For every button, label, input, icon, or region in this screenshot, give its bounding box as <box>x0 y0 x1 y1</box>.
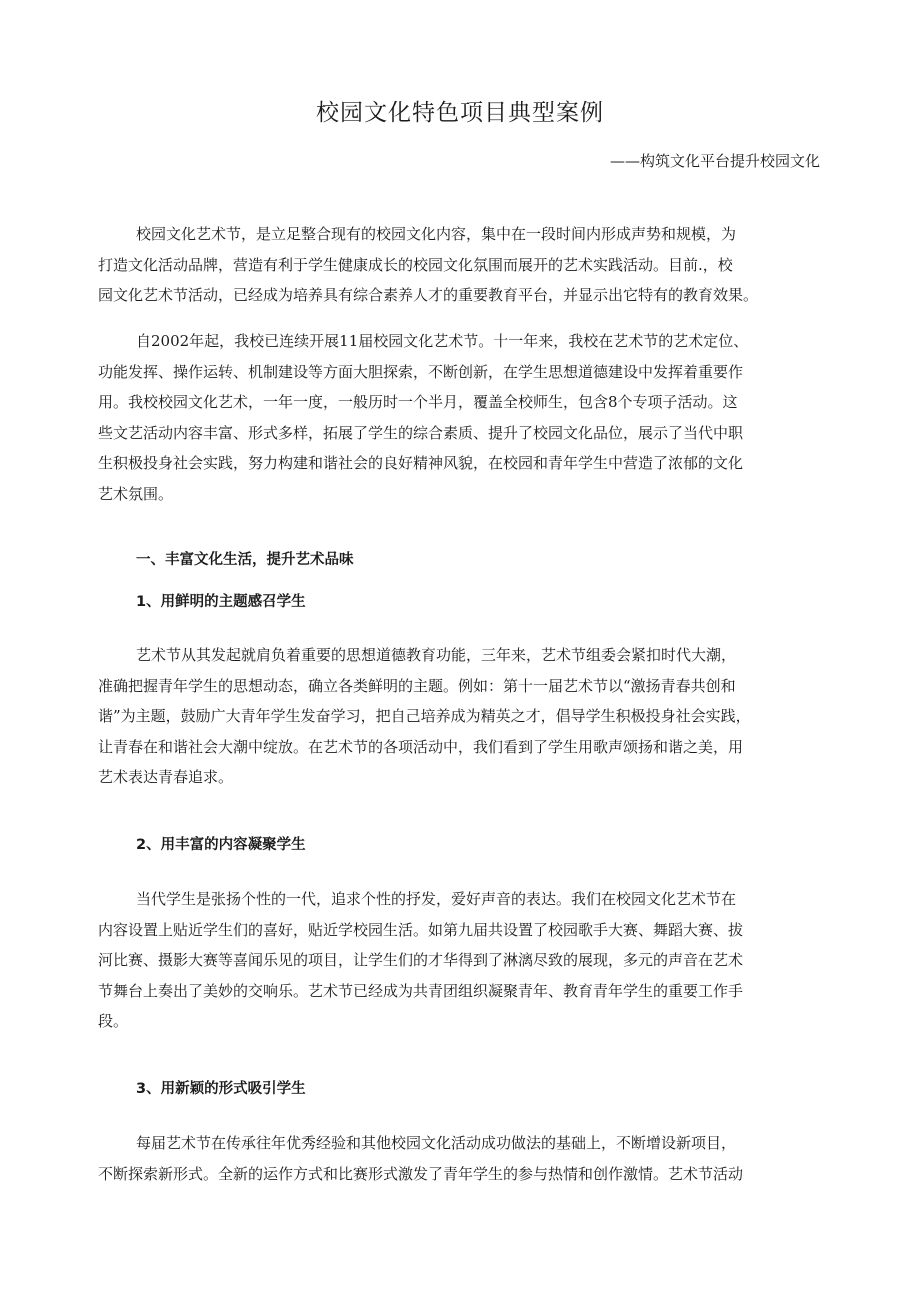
paragraph-line: 谐”为主题，鼓励广大青年学生发奋学习，把自己培养成为精英之才，倡导学生积极投身社会实践， <box>98 707 751 725</box>
paragraph-line: 段。 <box>98 1012 129 1030</box>
paragraph-line: 艺术氛围。 <box>98 484 174 503</box>
paragraph-line: 节舞台上奏出了美妙的交响乐。艺术节已经成为共青团组织凝聚青年、教育青年学生的重要工作手 <box>98 981 744 1000</box>
document-subtitle: ——构筑文化平台提升校园文化 <box>609 152 820 170</box>
paragraph-line: 不断探索新形式。全新的运作方式和比赛形式激发了青年学生的参与热情和创作激情。艺术节活动 <box>98 1164 744 1183</box>
document-title: 校园文化特色项目典型案例 <box>316 100 604 126</box>
subsection-heading-2: 2、用丰富的内容凝聚学生 <box>136 837 306 853</box>
paragraph-history <box>98 326 822 509</box>
paragraph-line: 校园文化艺术节，是立足整合现有的校园文化内容，集中在一段时间内形成声势和规模，为 <box>136 225 737 243</box>
section-heading-1: 一、丰富文化生活，提升艺术品味 <box>136 552 354 568</box>
paragraph-line: 园文化艺术节活动，已经成为培养具有综合素养人才的重要教育平台，并显示出它特有的教育效果。 <box>98 286 759 304</box>
paragraph-line: 艺术表达青春追求。 <box>98 768 234 786</box>
paragraph-line: 生积极投身社会实践，努力构建和谐社会的良好精神风貌，在校园和青年学生中营造了浓郁的文化 <box>98 454 744 472</box>
paragraph-line: 当代学生是张扬个性的一代，追求个性的抒发，爱好声音的表达。我们在校园文化艺术节在 <box>136 890 737 908</box>
paragraph-line: 些文艺活动内容丰富、形式多样，拓展了学生的综合素质、提升了校园文化品位，展示了当代中职 <box>98 423 744 442</box>
paragraph-line: 艺术节从其发起就肩负着重要的思想道德教育功能，三年来，艺术节组委会紧扣时代大潮， <box>136 646 737 664</box>
paragraph-line: 用。我校校园文化艺术，一年一度，一般历时一个半月，覆盖全校师生，包含8个专项子活动。这 <box>98 393 738 411</box>
paragraph-content <box>98 884 822 1037</box>
paragraph-line: 河比赛、摄影大赛等喜闻乐见的项目，让学生们的才华得到了淋漓尽致的展现，多元的声音在艺术 <box>98 951 744 969</box>
paragraph-intro <box>98 219 822 311</box>
paragraph-line: 准确把握青年学生的思想动态，确立各类鲜明的主题。例如：第十一届艺术节以“激扬青春共创和 <box>98 676 736 695</box>
paragraph-line: 让青春在和谐社会大潮中绽放。在艺术节的各项活动中，我们看到了学生用歌声颂扬和谐之美，用 <box>98 737 744 756</box>
paragraph-format <box>98 1128 822 1189</box>
paragraph-line: 打造文化活动品牌，营造有利于学生健康成长的校园文化氛围而展开的艺术实践活动。目前.，校 <box>98 255 733 274</box>
paragraph-line: 内容设置上贴近学生们的喜好，贴近学校园生活。如第九届共设置了校园歌手大赛、舞蹈大赛、拔 <box>98 920 744 939</box>
paragraph-line: 功能发挥、操作运转、机制建设等方面大胆探索，不断创新，在学生思想道德建设中发挥着重要作 <box>98 362 744 381</box>
subsection-heading-3: 3、用新颖的形式吸引学生 <box>136 1081 306 1097</box>
paragraph-line: 每届艺术节在传承往年优秀经验和其他校园文化活动成功做法的基础上，不断增设新项目， <box>136 1134 737 1152</box>
subsection-heading-1: 1、用鲜明的主题感召学生 <box>136 594 306 610</box>
paragraph-theme <box>98 640 822 793</box>
paragraph-line: 自2002年起，我校已连续开展11届校园文化艺术节。十一年来，我校在艺术节的艺术定位、 <box>136 332 749 350</box>
